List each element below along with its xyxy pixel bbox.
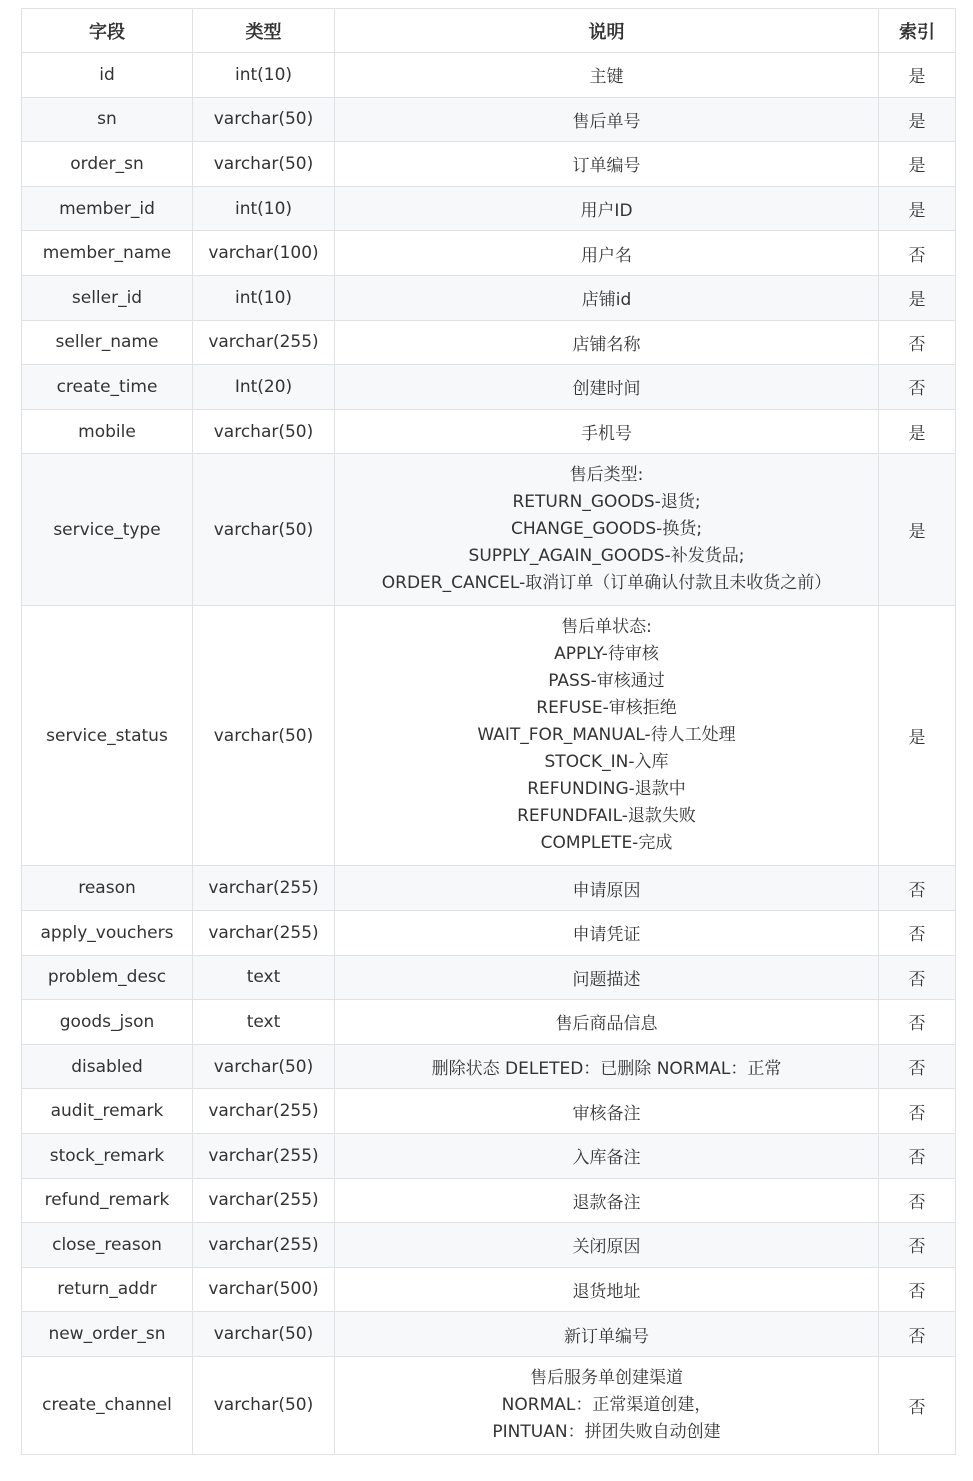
index-cell: 否 <box>879 1267 956 1312</box>
description-cell <box>335 275 879 320</box>
field-cell: id <box>22 53 193 98</box>
index-cell: 是 <box>879 275 956 320</box>
header-field: 字段 <box>22 9 193 53</box>
description-line: COMPLETE-完成 <box>540 833 673 854</box>
type-cell: varchar(500) <box>193 1267 335 1312</box>
table-row <box>22 142 956 187</box>
index-cell: 否 <box>879 866 956 911</box>
type-cell: varchar(255) <box>193 1223 335 1268</box>
index-cell: 否 <box>879 1133 956 1178</box>
description-cell <box>335 454 879 606</box>
description-line: 订单编号 <box>572 156 641 177</box>
table-row <box>22 910 956 955</box>
type-cell: varchar(255) <box>193 320 335 365</box>
index-cell: 否 <box>879 1178 956 1223</box>
description-cell <box>335 1000 879 1045</box>
type-cell: varchar(255) <box>193 910 335 955</box>
description-cell <box>335 1178 879 1223</box>
description-line: SUPPLY_AGAIN_GOODS-补发货品; <box>468 546 745 567</box>
field-cell: audit_remark <box>22 1089 193 1134</box>
description-cell <box>335 606 879 866</box>
index-cell: 否 <box>879 910 956 955</box>
header-type: 类型 <box>193 9 335 53</box>
type-cell: text <box>193 955 335 1000</box>
type-cell: varchar(100) <box>193 231 335 276</box>
description-cell <box>335 231 879 276</box>
field-cell: sn <box>22 97 193 142</box>
description-line: 手机号 <box>581 424 632 445</box>
field-cell: create_time <box>22 365 193 410</box>
field-cell: return_addr <box>22 1267 193 1312</box>
table-row <box>22 97 956 142</box>
table-row <box>22 1312 956 1357</box>
type-cell: varchar(50) <box>193 409 335 454</box>
type-cell: varchar(255) <box>193 1133 335 1178</box>
description-line: 申请原因 <box>572 880 641 901</box>
index-cell: 否 <box>879 231 956 276</box>
description-cell <box>335 97 879 142</box>
field-cell: member_name <box>22 231 193 276</box>
description-line: 问题描述 <box>572 969 641 990</box>
table-row <box>22 365 956 410</box>
description-line: 审核备注 <box>572 1103 641 1124</box>
description-line: REFUSE-审核拒绝 <box>536 698 677 719</box>
field-cell: mobile <box>22 409 193 454</box>
field-cell: apply_vouchers <box>22 910 193 955</box>
description-line: REFUNDFAIL-退款失败 <box>517 806 696 827</box>
field-cell: new_order_sn <box>22 1312 193 1357</box>
schema-table-container <box>21 8 955 1455</box>
field-cell: reason <box>22 866 193 911</box>
description-line: 售后商品信息 <box>555 1014 658 1035</box>
description-line: CHANGE_GOODS-换货; <box>510 519 703 540</box>
index-cell: 否 <box>879 1044 956 1089</box>
index-cell: 是 <box>879 53 956 98</box>
type-cell: Int(20) <box>193 365 335 410</box>
field-cell: service_type <box>22 454 193 606</box>
index-cell: 是 <box>879 409 956 454</box>
description-cell <box>335 320 879 365</box>
table-row <box>22 1267 956 1312</box>
table-row <box>22 53 956 98</box>
index-cell: 否 <box>879 365 956 410</box>
description-line: 店铺id <box>581 290 632 311</box>
table-row <box>22 606 956 866</box>
description-cell <box>335 365 879 410</box>
field-cell: seller_name <box>22 320 193 365</box>
description-cell <box>335 1133 879 1178</box>
type-cell: varchar(50) <box>193 1312 335 1357</box>
description-line: 删除状态 DELETED：已删除 NORMAL：正常 <box>431 1059 782 1080</box>
description-cell <box>335 1312 879 1357</box>
type-cell: varchar(50) <box>193 454 335 606</box>
table-row <box>22 275 956 320</box>
field-cell: disabled <box>22 1044 193 1089</box>
description-line: 申请凭证 <box>572 925 641 946</box>
index-cell: 是 <box>879 186 956 231</box>
description-cell <box>335 1223 879 1268</box>
description-line: 退货地址 <box>572 1281 641 1302</box>
field-cell: order_sn <box>22 142 193 187</box>
description-line: NORMAL：正常渠道创建， <box>501 1394 712 1415</box>
description-cell <box>335 1089 879 1134</box>
description-line: 关闭原因 <box>572 1237 641 1258</box>
field-cell: goods_json <box>22 1000 193 1045</box>
field-cell: create_channel <box>22 1356 193 1454</box>
type-cell: int(10) <box>193 275 335 320</box>
description-cell <box>335 910 879 955</box>
index-cell: 否 <box>879 320 956 365</box>
field-cell: service_status <box>22 606 193 866</box>
table-row <box>22 866 956 911</box>
table-row <box>22 1356 956 1454</box>
description-line: 售后单号 <box>572 111 641 132</box>
table-header <box>22 9 956 53</box>
description-cell <box>335 53 879 98</box>
field-cell: problem_desc <box>22 955 193 1000</box>
description-cell <box>335 186 879 231</box>
table-row <box>22 409 956 454</box>
table-row <box>22 1223 956 1268</box>
type-cell: text <box>193 1000 335 1045</box>
description-cell <box>335 1356 879 1454</box>
field-cell: member_id <box>22 186 193 231</box>
table-row <box>22 454 956 606</box>
description-line: ORDER_CANCEL-取消订单（订单确认付款且未收货之前） <box>381 573 832 594</box>
table-row <box>22 1089 956 1134</box>
table-row <box>22 1133 956 1178</box>
type-cell: varchar(50) <box>193 1356 335 1454</box>
description-line: REFUNDING-退款中 <box>527 779 686 800</box>
description-cell <box>335 142 879 187</box>
description-line: STOCK_IN-入库 <box>544 752 669 773</box>
description-line: PINTUAN：拼团失败自动创建 <box>492 1421 721 1442</box>
type-cell: varchar(255) <box>193 1089 335 1134</box>
table-row <box>22 231 956 276</box>
type-cell: varchar(50) <box>193 1044 335 1089</box>
description-cell <box>335 1267 879 1312</box>
table-row <box>22 186 956 231</box>
header-index: 索引 <box>879 9 956 53</box>
description-line: PASS-审核通过 <box>548 671 665 692</box>
index-cell: 否 <box>879 955 956 1000</box>
table-body <box>22 53 956 1455</box>
description-line: WAIT_FOR_MANUAL-待人工处理 <box>477 725 736 746</box>
table-row <box>22 1000 956 1045</box>
type-cell: varchar(255) <box>193 866 335 911</box>
description-line: RETURN_GOODS-退货; <box>512 492 701 513</box>
description-cell <box>335 866 879 911</box>
type-cell: int(10) <box>193 53 335 98</box>
type-cell: varchar(50) <box>193 606 335 866</box>
table-row <box>22 955 956 1000</box>
description-line: 入库备注 <box>572 1148 641 1169</box>
header-row <box>22 9 956 53</box>
description-line: 退款备注 <box>572 1192 641 1213</box>
index-cell: 否 <box>879 1089 956 1134</box>
table-row <box>22 1044 956 1089</box>
type-cell: varchar(50) <box>193 97 335 142</box>
index-cell: 否 <box>879 1000 956 1045</box>
index-cell: 是 <box>879 606 956 866</box>
description-line: 用户ID <box>580 201 633 222</box>
description-cell <box>335 955 879 1000</box>
index-cell: 是 <box>879 142 956 187</box>
description-cell <box>335 409 879 454</box>
field-cell: close_reason <box>22 1223 193 1268</box>
table-row <box>22 1178 956 1223</box>
description-line: APPLY-待审核 <box>554 644 659 665</box>
description-line: 售后单状态: <box>561 617 652 638</box>
index-cell: 是 <box>879 454 956 606</box>
schema-table <box>21 8 956 1455</box>
header-description: 说明 <box>335 9 879 53</box>
field-cell: stock_remark <box>22 1133 193 1178</box>
table-row <box>22 320 956 365</box>
index-cell: 否 <box>879 1356 956 1454</box>
type-cell: varchar(50) <box>193 142 335 187</box>
description-line: 售后类型: <box>569 465 644 486</box>
description-line: 店铺名称 <box>572 334 641 355</box>
field-cell: refund_remark <box>22 1178 193 1223</box>
description-line: 创建时间 <box>572 379 641 400</box>
field-cell: seller_id <box>22 275 193 320</box>
description-line: 用户名 <box>581 245 632 266</box>
description-cell <box>335 1044 879 1089</box>
type-cell: int(10) <box>193 186 335 231</box>
index-cell: 否 <box>879 1223 956 1268</box>
description-line: 新订单编号 <box>564 1326 649 1347</box>
description-line: 主键 <box>589 67 624 88</box>
index-cell: 是 <box>879 97 956 142</box>
index-cell: 否 <box>879 1312 956 1357</box>
description-line: 售后服务单创建渠道 <box>530 1367 683 1388</box>
type-cell: varchar(255) <box>193 1178 335 1223</box>
